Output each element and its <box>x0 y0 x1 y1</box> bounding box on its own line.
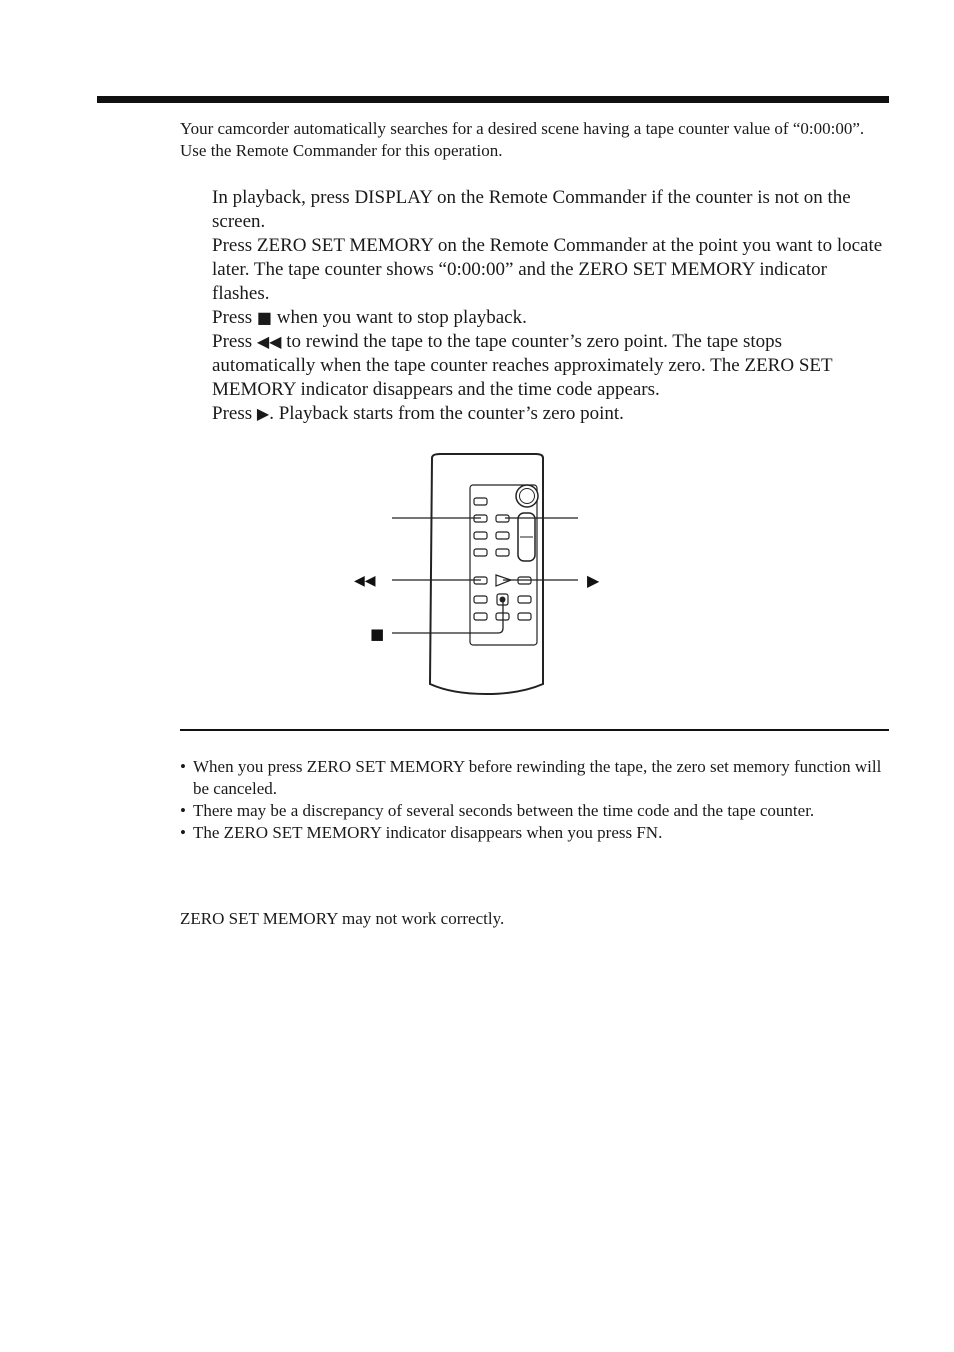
remote-commander-figure <box>340 448 630 698</box>
play-symbol: ▶ <box>256 404 270 423</box>
step-text: Press <box>212 403 257 424</box>
section-rule <box>180 729 889 731</box>
note-item <box>180 800 892 822</box>
footer-text: ZERO SET MEMORY may not work correctly. <box>180 909 505 928</box>
bullet: • <box>180 800 186 820</box>
bullet: • <box>180 822 186 842</box>
step-item <box>212 330 889 402</box>
step-text: Press <box>212 331 257 352</box>
step-text: when you want to stop playback. <box>272 307 527 328</box>
step-text: Press ZERO SET MEMORY on the Remote Commander at the point you want to locate later. The tape counter shows “0:00:00” and the ZERO SET MEMORY indicator flashes. <box>212 235 883 304</box>
stop-symbol: ■ <box>256 308 272 327</box>
step-item <box>212 234 889 306</box>
step-item <box>212 186 889 234</box>
top-rule <box>97 96 889 103</box>
step-text: to rewind the tape to the tape counter’s zero point. The tape stops automatically when the tape counter reaches approximately zero. The ZERO SET MEMORY indicator disappears and the time code appears. <box>212 331 833 400</box>
step-text: Press <box>212 307 257 328</box>
bullet: • <box>180 757 186 776</box>
remote-commander-illustration <box>340 448 630 698</box>
note-item <box>180 822 892 844</box>
note-item <box>180 756 892 799</box>
step-text: . Playback starts from the counter’s zero point. <box>269 403 624 424</box>
note-text: When you press ZERO SET MEMORY before rewinding the tape, the zero set memory function will be canceled. <box>193 757 882 798</box>
stop-label: ■ <box>370 625 385 643</box>
note-text: There may be a discrepancy of several seconds between the time code and the tape counter. <box>193 800 815 820</box>
intro-paragraph: Your camcorder automatically searches for a desired scene having a tape counter value of “0:00:00”. Use the Remote Commander for this operation. <box>180 119 865 160</box>
step-item <box>212 402 889 426</box>
notes-list <box>180 756 892 844</box>
note-text: The ZERO SET MEMORY indicator disappears when you press FN. <box>193 822 663 842</box>
step-item <box>212 306 889 330</box>
rewind-symbol: ◀◀ <box>256 332 282 351</box>
play-label: ▶ <box>587 571 600 590</box>
step-text: In playback, press DISPLAY on the Remote Commander if the counter is not on the screen. <box>212 187 851 232</box>
rewind-label: ◀◀ <box>354 573 376 589</box>
steps-list <box>212 186 889 426</box>
